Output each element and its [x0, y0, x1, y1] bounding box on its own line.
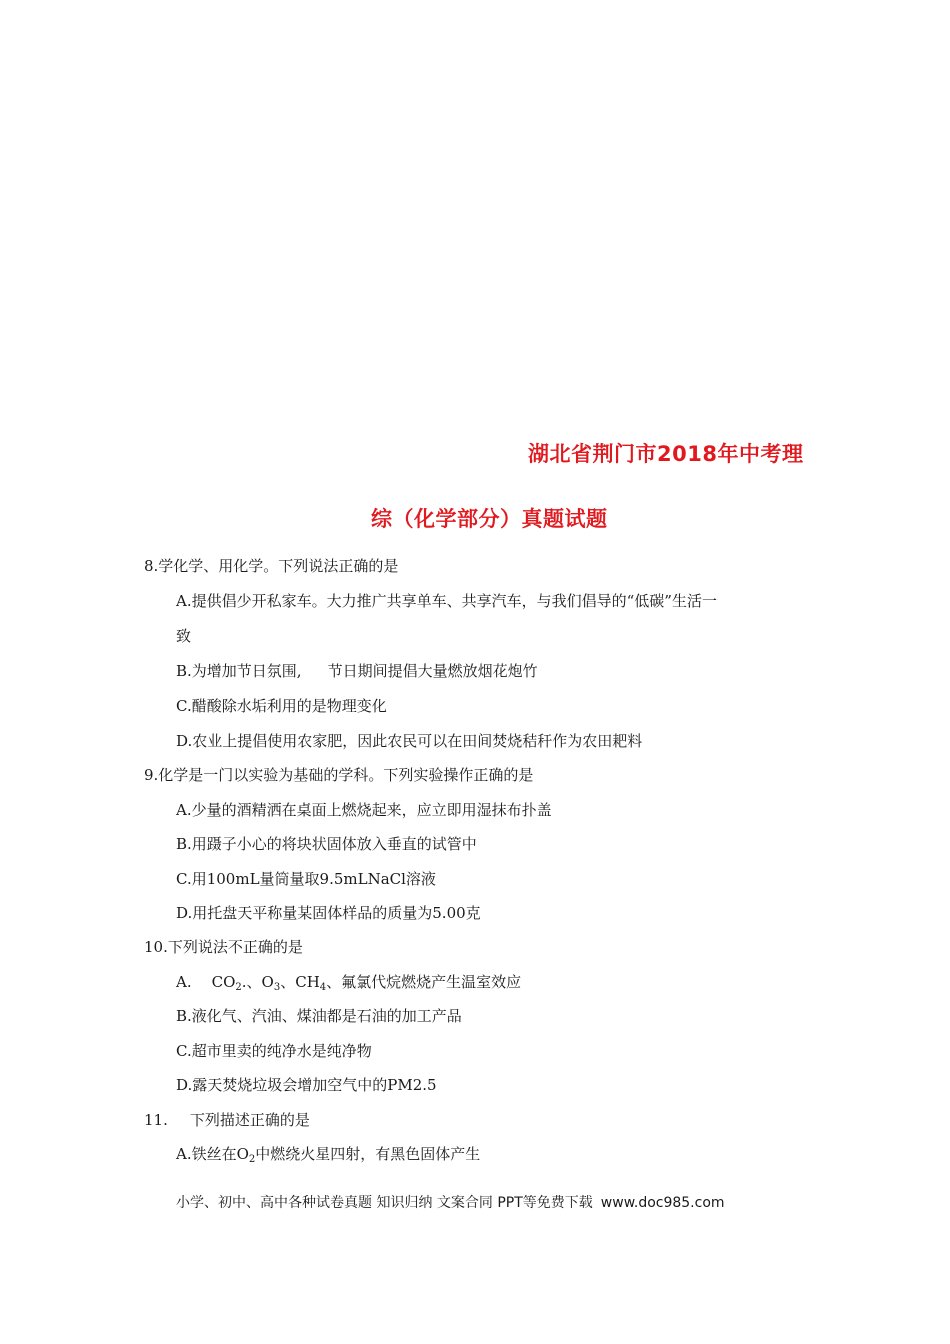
question-8-stem: 8.学化学、用化学。下列说法正确的是 — [144, 557, 399, 575]
question-10-option-a-label: A. — [176, 973, 192, 991]
question-11-number: 11. — [144, 1111, 168, 1129]
question-9-option-d: D.用托盘天平称量某固体样品的质量为5.00克 — [176, 904, 481, 922]
formula-ch4: 、$CH_4$ — [280, 973, 327, 993]
question-8-option-b — [176, 661, 538, 681]
formula-o3: .、$O_3$ — [241, 973, 281, 993]
question-8-option-b-part-2: 节日期间提倡大量燃放烟花炮竹 — [327, 662, 538, 680]
document-title-line-1: 湖北省荆门市2018年中考理 — [528, 442, 804, 466]
question-11-stem — [144, 1110, 310, 1130]
question-11-text: 下列描述正确的是 — [189, 1111, 310, 1129]
footer-url: www.doc985.com — [600, 1195, 725, 1211]
formula-o2-subscript: 2 — [248, 1154, 256, 1165]
question-8-option-a-continued: 致 — [176, 627, 192, 645]
question-9-stem: 9.化学是一门以实验为基础的学科。下列实验操作正确的是 — [144, 766, 534, 784]
question-10-option-c: C.超市里卖的纯净水是纯净物 — [176, 1042, 372, 1060]
question-10-option-a-rest: 、氟氯代烷燃烧产生温室效应 — [326, 973, 522, 991]
page-footer — [176, 1192, 725, 1212]
question-11-option-a: A.铁丝在$O_2$中燃绕火星四射，有黑色固体产生 — [176, 1145, 481, 1165]
question-9-option-c: C.用100mL量筒量取9.5mLNaCl溶液 — [176, 870, 436, 888]
question-8-option-c: C.醋酸除水垢利用的是物理变化 — [176, 697, 387, 715]
question-8-option-a: A.提供倡少开私家车。大力推广共享单车、共享汽车，与我们倡导的“低碳”生活一 — [176, 592, 717, 610]
question-10-option-d: D.露天焚烧垃圾会增加空气中的PM2.5 — [176, 1076, 437, 1094]
question-8-option-b-part-1: B.为增加节日氛围, — [176, 662, 302, 680]
question-8-option-d: D.农业上提倡使用农家肥，因此农民可以在田间焚烧秸秆作为农田耙料 — [176, 732, 643, 750]
question-10-option-b: B.液化气、汽油、煤油都是石油的加工产品 — [176, 1007, 462, 1025]
question-9-option-b: B.用蹑子小心的将块状固体放入垂直的试管中 — [176, 835, 477, 853]
footer-text: 小学、初中、高中各种试卷真题 知识归纳 文案合同 PPT等免费下载 — [176, 1195, 593, 1211]
question-9-option-a: A.少量的酒精洒在桌面上燃烧起来，应立即用湿抹布扑盖 — [176, 801, 552, 819]
question-10-stem: 10.下列说法不正确的是 — [144, 938, 303, 956]
question-10-option-a — [176, 972, 521, 992]
formula-co2: $CO_2$ — [211, 973, 242, 993]
document-title-line-2: 综（化学部分）真题试题 — [371, 507, 608, 531]
